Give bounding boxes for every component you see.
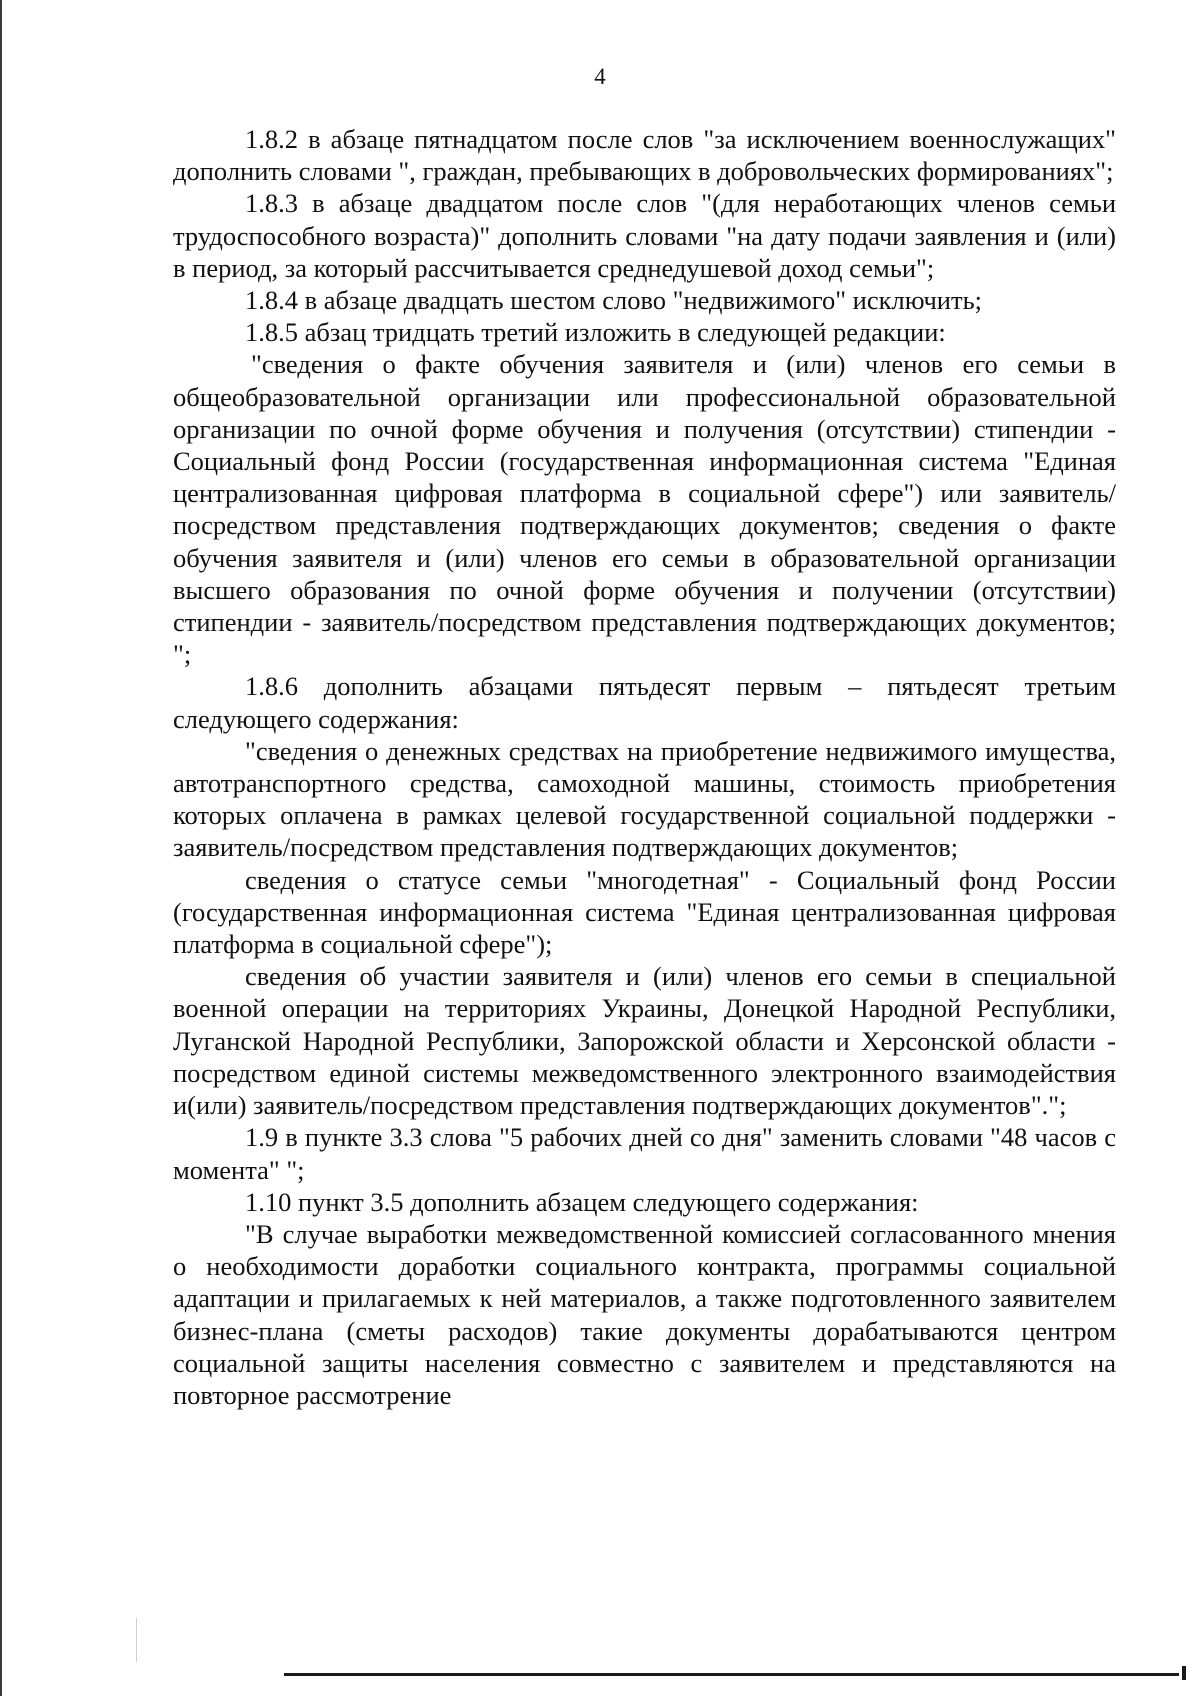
page-left-edge (0, 0, 2, 1696)
paragraph-1-8-6-text-1: "сведения о денежных средствах на приобретение недвижимого имущества, автотранспортного средства, самоходной машины, стоимость приобретения которых оплачена в рамках целевой государственной социальной поддержки - заявитель/посредством представления подтверждающих документов; (173, 735, 1116, 863)
paragraph-1-8-5: 1.8.5 абзац тридцать третий изложить в следующей редакции: (245, 317, 946, 348)
paragraph-1-8-4: 1.8.4 в абзаце двадцать шестом слово "недвижимого" исключить; (245, 285, 983, 316)
paragraph-1-8-6-text-2: сведения о статусе семьи "многодетная" - Социальный фонд России (государственная информационная система "Единая централизованная цифровая платформа в социальной сфере"); (173, 864, 1116, 960)
paragraph-1-8-2: 1.8.2 в абзаце пятнадцатом после слов "за исключением военнослужащих" дополнить словами ", граждан, пребывающих в добровольческих формированиях"; (173, 124, 1116, 187)
paragraph-1-8-6: 1.8.6 дополнить абзацами пятьдесят первым – пятьдесят третьим следующего содержания: (173, 671, 1116, 734)
paragraph-1-10-text: "В случае выработки межведомственной комиссией согласованного мнения о необходимости доработки социального контракта, программы социальной адаптации и прилагаемых к ней материалов, а также подготовленного заявителем бизнес-плана (сметы расходов) такие документы дорабатываются центром социальной защиты населения совместно с заявителем и представляются на повторное рассмотрение (173, 1218, 1116, 1410)
paragraph-1-8-3: 1.8.3 в абзаце двадцатом после слов "(для неработающих членов семьи трудоспособного возраста)" дополнить словами "на дату подачи заявления и (или) в период, за который рассчитывается среднедушевой доход семьи"; (173, 188, 1116, 283)
scan-mark (136, 1618, 137, 1662)
page-number: 4 (594, 64, 606, 89)
paragraph-1-9: 1.9 в пункте 3.3 слова "5 рабочих дней со дня" заменить словами "48 часов с момента" "; (173, 1122, 1116, 1185)
bottom-scan-rule (284, 1673, 1179, 1676)
paragraph-1-10: 1.10 пункт 3.5 дополнить абзацем следующего содержания: (245, 1186, 919, 1217)
paragraph-1-8-5-text: "сведения о факте обучения заявителя и (или) членов его семьи в общеобразовательной организации или профессиональной образовательной организации по очной форме обучения и получения (отсутствии) стипендии - Социальный фонд России (государственная информационная система "Единая централизованная цифровая платформа в социальной сфере") или заявитель/посредством представления подтверждающих документов; сведения о факте обучения заявителя и (или) членов его семьи в образовательной организации высшего образования по очной форме обучения и получении (отсутствии) стипендии - заявитель/посредством представления подтверждающих документов; "; (173, 349, 1116, 670)
document-body (173, 123, 1116, 1411)
bottom-scan-rule-mark (1182, 1666, 1186, 1680)
paragraph-1-8-6-text-3: сведения об участии заявителя и (или) членов его семьи в специальной военной операции на территориях Украины, Донецкой Народной Республики, Луганской Народной Республики, Запорожской области и Херсонской области - посредством единой системы межведомственного электронного взаимодействия и(или) заявитель/посредством представления подтверждающих документов"."; (173, 961, 1116, 1121)
